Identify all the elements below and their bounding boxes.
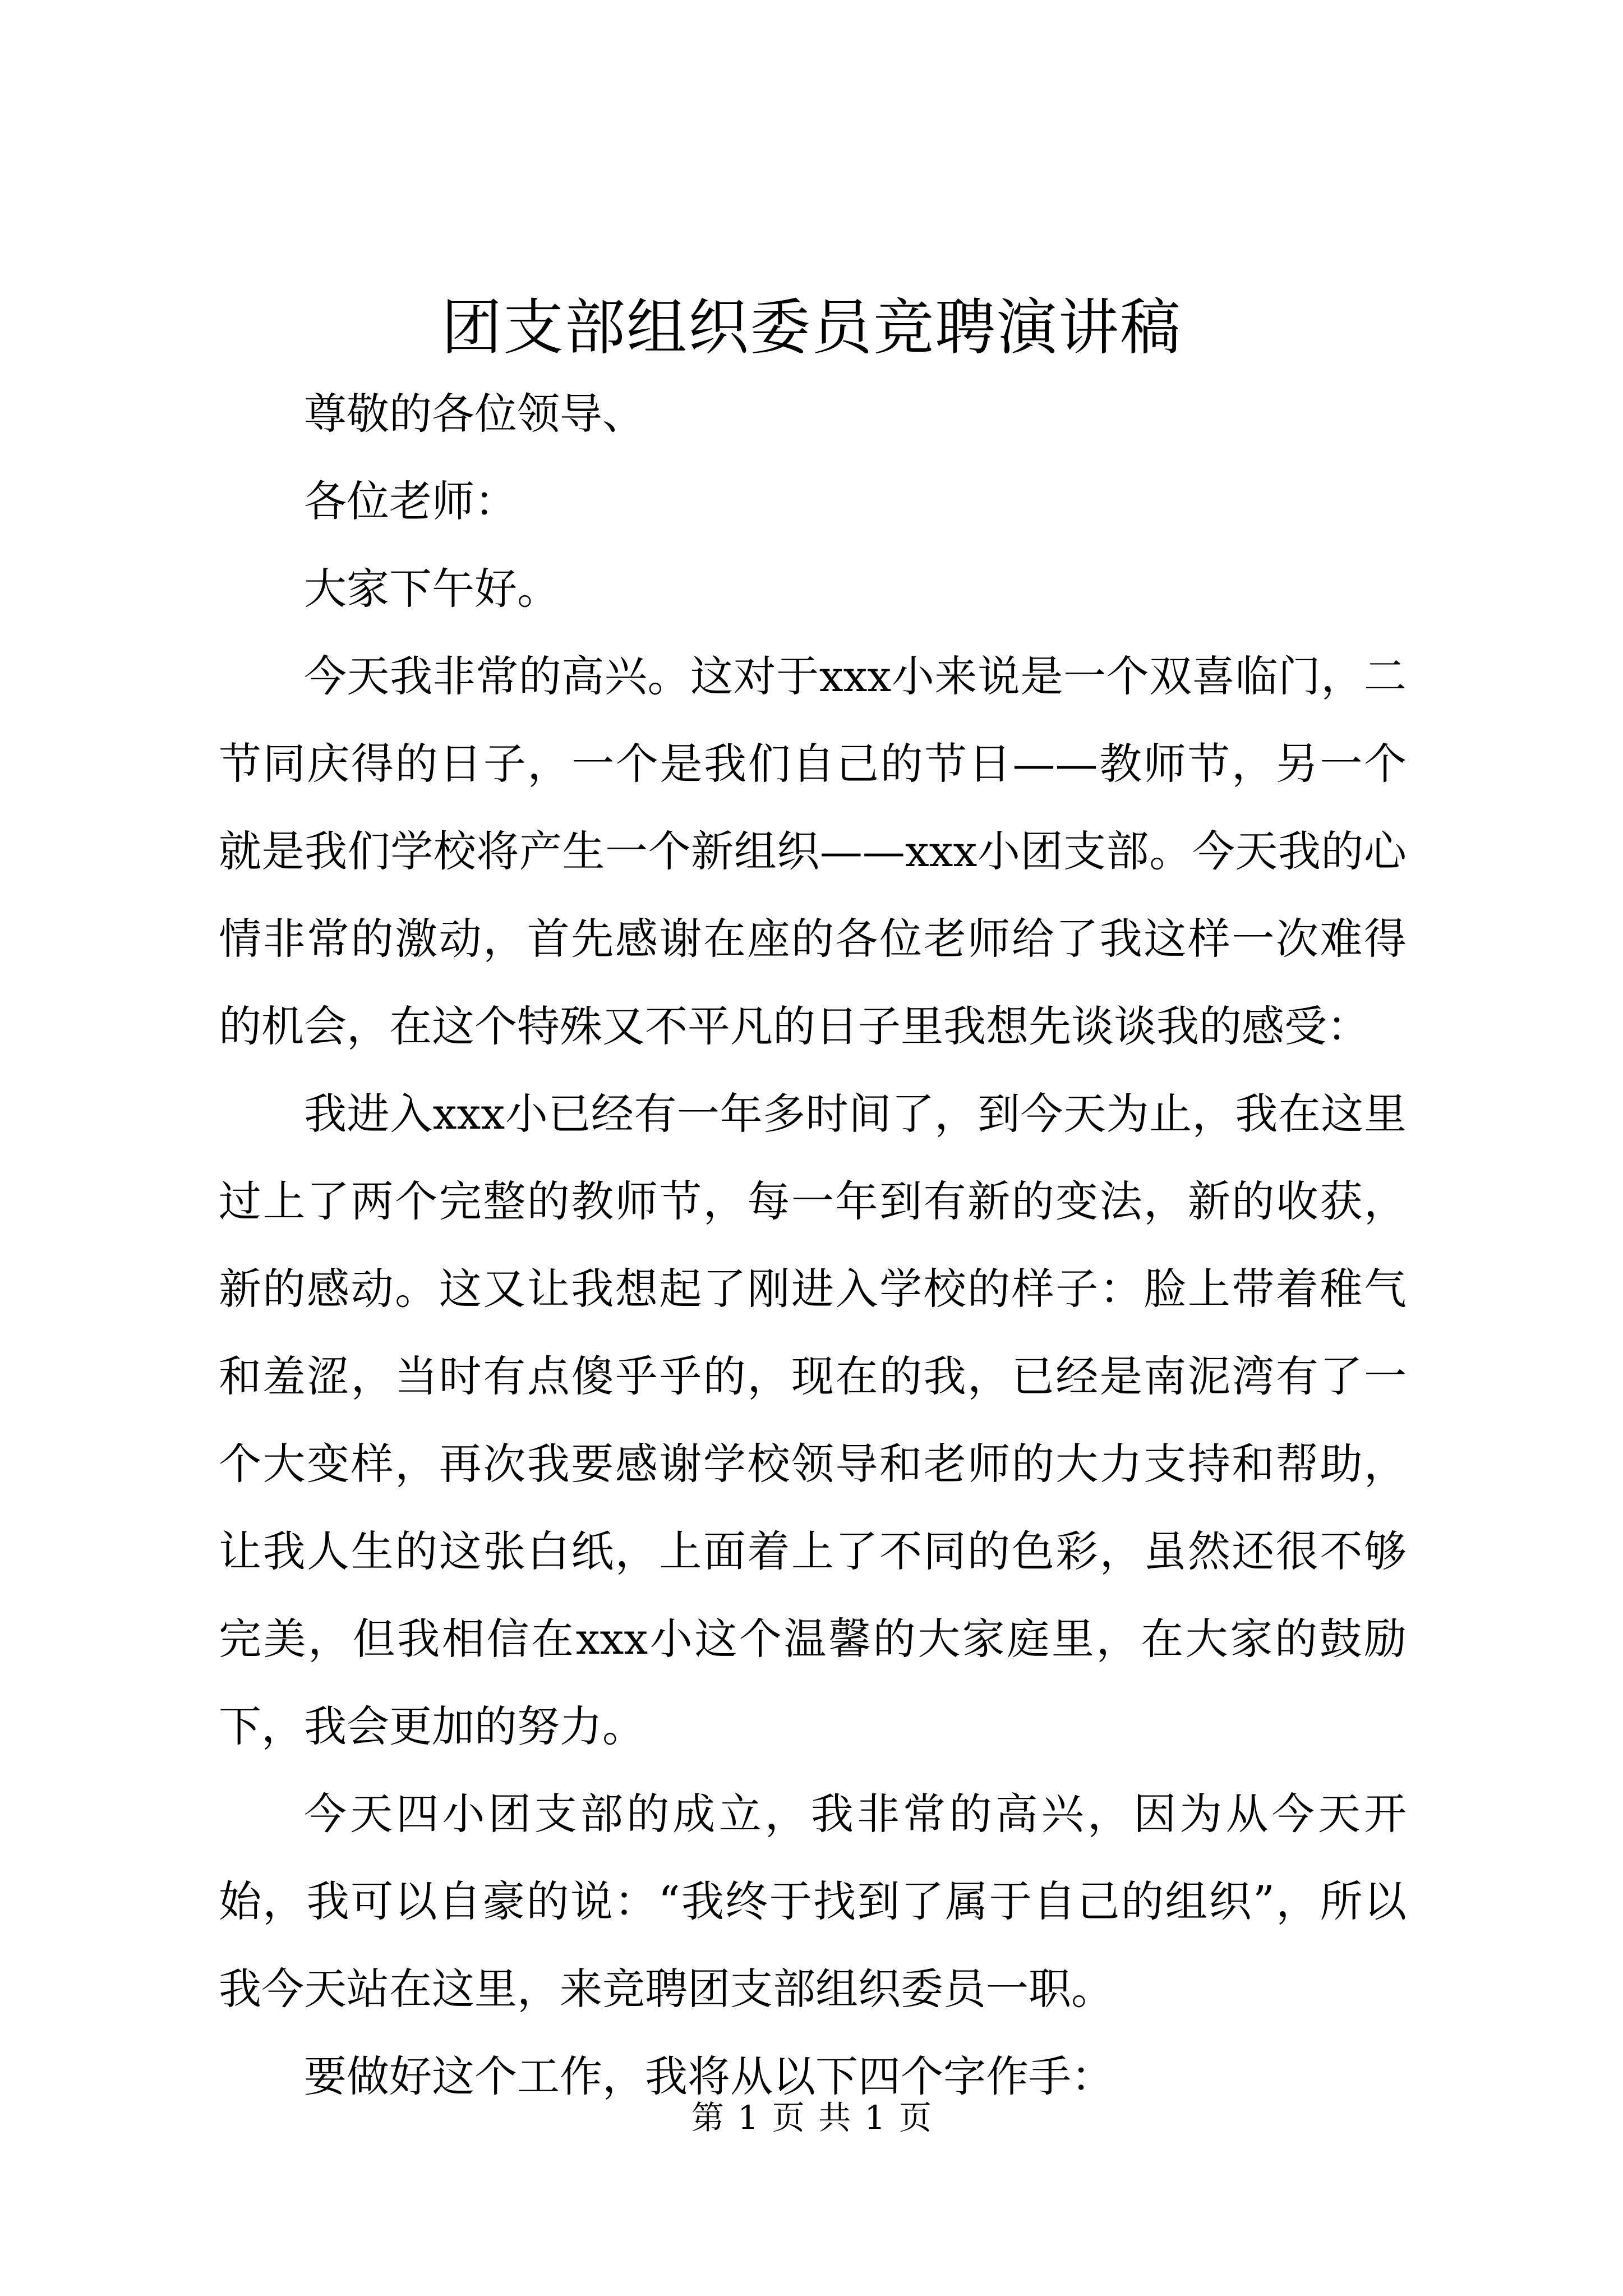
paragraph-1: 今天我非常的高兴。这对于xxx小来说是一个双喜临门，二节同庆得的日子，一个是我们自己的节日——教师节，另一个就是我们学校将产生一个新组织——xxx小团支部。今天我的心情非常的激动，首先感谢在座的各位老师给了我这样一次难得的机会，在这个特殊又不平凡的日子里我想先谈谈我的感受： bbox=[219, 651, 1407, 1051]
paragraph-2: 我进入xxx小已经有一年多时间了，到今天为止，我在这里过上了两个完整的教师节，每一年到有新的变法，新的收获，新的感动。这又让我想起了刚进入学校的样子：脸上带着稚气和羞涩，当时有点傻乎乎的，现在的我，已经是南泥湾有了一个大变样，再次我要感谢学校领导和老师的大力支持和帮助，让我人生的这张白纸，上面着上了不同的色彩，虽然还很不够完美，但我相信在xxx小这个温馨的大家庭里，在大家的鼓励下，我会更加的努力。 bbox=[219, 1089, 1407, 1751]
paragraph-3: 今天四小团支部的成立，我非常的高兴，因为从今天开始，我可以自豪的说：“我终于找到了属于自己的组织”，所以我今天站在这里，来竞聘团支部组织委员一职。 bbox=[219, 1789, 1407, 2014]
document-body bbox=[219, 370, 1407, 2120]
salutation-line-2: 各位老师： bbox=[304, 476, 517, 526]
paragraph-4: 要做好这个工作，我将从以下四个字作手： bbox=[304, 2051, 1114, 2101]
salutation-line-1: 尊敬的各位领导、 bbox=[304, 389, 645, 439]
document-title: 团支部组织委员竞聘演讲稿 bbox=[441, 293, 1182, 363]
greeting-line: 大家下午好。 bbox=[304, 564, 560, 614]
page-footer: 第 1 页 共 1 页 bbox=[691, 2099, 932, 2137]
